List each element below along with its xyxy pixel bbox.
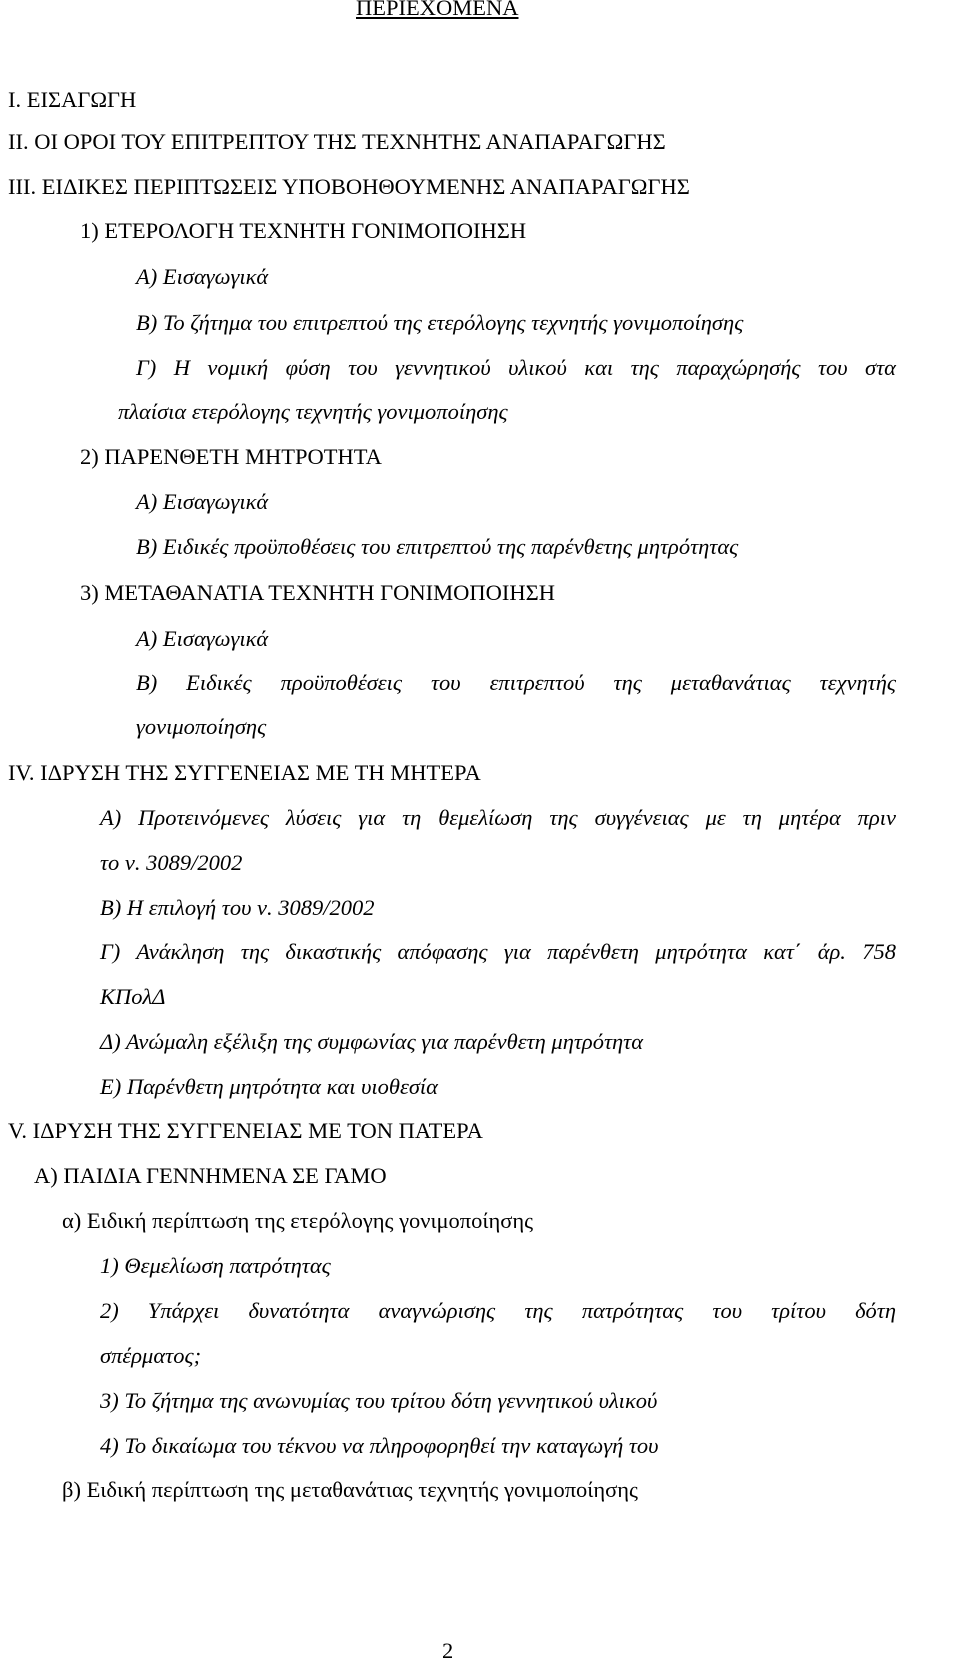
toc-entry-subsection: Α) Εισαγωγικά — [136, 626, 269, 651]
toc-entry-subsection: Γ) Η νομική φύση του γεννητικού υλικού και της παραχώρησής του στα — [136, 355, 896, 380]
toc-entry-subsection-cont: ΚΠολΔ — [100, 984, 166, 1009]
toc-entry-section: 3) ΜΕΤΑΘΑΝΑΤΙΑ ΤΕΧΝΗΤΗ ΓΟΝΙΜΟΠΟΙΗΣΗ — [80, 580, 555, 605]
toc-entry-item: 2) Υπάρχει δυνατότητα αναγνώρισης της πατρότητας του τρίτου δότη — [100, 1298, 896, 1323]
toc-entry-section: 1) ΕΤΕΡΟΛΟΓΗ ΤΕΧΝΗΤΗ ΓΟΝΙΜΟΠΟΙΗΣΗ — [80, 218, 527, 243]
toc-entry-chapter: III. ΕΙΔΙΚΕΣ ΠΕΡΙΠΤΩΣΕΙΣ ΥΠΟΒΟΗΘΟΥΜΕΝΗΣ ΑΝΑΠΑΡΑΓΩΓΗΣ — [8, 174, 690, 199]
toc-entry-chapter: I. ΕΙΣΑΓΩΓΗ — [8, 87, 137, 112]
toc-entry-subsection: Β) Η επιλογή του ν. 3089/2002 — [100, 895, 375, 920]
toc-entry-subsection: α) Ειδική περίπτωση της ετερόλογης γονιμοποίησης — [62, 1208, 534, 1233]
toc-entry-item: 1) Θεμελίωση πατρότητας — [100, 1253, 331, 1278]
toc-entry-chapter: IV. ΙΔΡΥΣΗ ΤΗΣ ΣΥΓΓΕΝΕΙΑΣ ΜΕ ΤΗ ΜΗΤΕΡΑ — [8, 760, 481, 785]
toc-entry-subsection: β) Ειδική περίπτωση της μεταθανάτιας τεχνητής γονιμοποίησης — [62, 1477, 638, 1502]
toc-entry-subsection-cont: πλαίσια ετερόλογης τεχνητής γονιμοποίησης — [118, 399, 508, 424]
toc-entry-subsection-cont: το ν. 3089/2002 — [100, 850, 243, 875]
toc-entry-subsection: Ε) Παρένθετη μητρότητα και υιοθεσία — [100, 1074, 438, 1099]
toc-entry-section: 2) ΠΑΡΕΝΘΕΤΗ ΜΗΤΡΟΤΗΤΑ — [80, 444, 382, 469]
toc-entry-subsection: Β) Ειδικές προϋποθέσεις του επιτρεπτού της μεταθανάτιας τεχνητής — [136, 670, 896, 695]
toc-entry-subsection-cont: γονιμοποίησης — [136, 714, 267, 739]
toc-entry-subsection: Α) Εισαγωγικά — [136, 264, 269, 289]
toc-entry-subsection: Γ) Ανάκληση της δικαστικής απόφασης για παρένθετη μητρότητα κατ΄ άρ. 758 — [100, 939, 896, 964]
toc-entry-chapter: II. ΟΙ ΟΡΟΙ ΤΟΥ ΕΠΙΤΡΕΠΤΟΥ ΤΗΣ ΤΕΧΝΗΤΗΣ ΑΝΑΠΑΡΑΓΩΓΗΣ — [8, 129, 666, 154]
toc-entry-section: Α) ΠΑΙΔΙΑ ΓΕΝΝΗΜΕΝΑ ΣΕ ΓΑΜΟ — [34, 1163, 387, 1188]
toc-entry-subsection: Β) Το ζήτημα του επιτρεπτού της ετερόλογης τεχνητής γονιμοποίησης — [136, 310, 744, 335]
toc-entry-item-cont: σπέρματος; — [100, 1343, 202, 1368]
toc-entry-subsection: Α) Εισαγωγικά — [136, 489, 269, 514]
toc-entry-subsection: Δ) Ανώμαλη εξέλιξη της συμφωνίας για παρένθετη μητρότητα — [100, 1029, 644, 1054]
toc-entry-subsection: Β) Ειδικές προϋποθέσεις του επιτρεπτού της παρένθετης μητρότητας — [136, 534, 739, 559]
page-number: 2 — [442, 1638, 454, 1663]
toc-entry-item: 4) Το δικαίωμα του τέκνου να πληροφορηθεί την καταγωγή του — [100, 1433, 659, 1458]
toc-entry-chapter: V. ΙΔΡΥΣΗ ΤΗΣ ΣΥΓΓΕΝΕΙΑΣ ΜΕ ΤΟΝ ΠΑΤΕΡΑ — [8, 1118, 483, 1143]
page-title: ΠΕΡΙΕΧΟΜΕΝΑ — [356, 0, 519, 20]
toc-entry-item: 3) Το ζήτημα της ανωνυμίας του τρίτου δότη γεννητικού υλικού — [100, 1388, 658, 1413]
toc-entry-subsection: Α) Προτεινόμενες λύσεις για τη θεμελίωση της συγγένειας με τη μητέρα πριν — [100, 805, 896, 830]
